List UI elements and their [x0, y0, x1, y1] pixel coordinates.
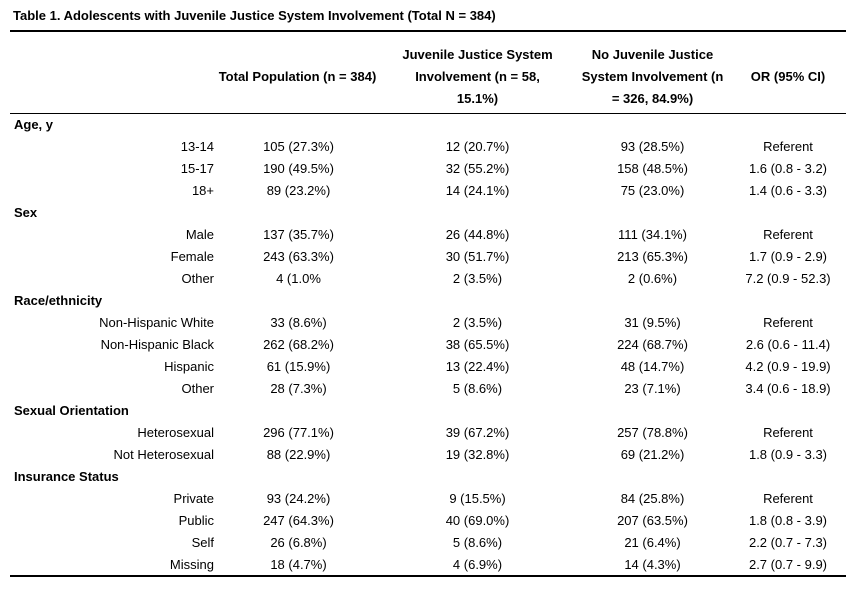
cell-no-jj-involvement: 23 (7.1%): [624, 381, 681, 396]
header-odds-ratio: [738, 66, 838, 88]
header-jji-line: Involvement (n = 58,: [415, 69, 540, 84]
cell-jj-involvement: 9 (15.5%): [449, 491, 506, 506]
header-juvenile-justice-involvement: [395, 44, 560, 110]
table-row: [10, 378, 846, 400]
cell-odds-ratio: 7.2 (0.9 - 52.3): [745, 271, 831, 286]
cell-jj-involvement: 4 (6.9%): [452, 557, 503, 572]
cell-odds-ratio: Referent: [763, 227, 813, 242]
cell-odds-ratio: 2.7 (0.7 - 9.9): [748, 557, 828, 572]
cell-jj-involvement: 40 (69.0%): [445, 513, 510, 528]
cell-no-jj-involvement: 75 (23.0%): [620, 183, 685, 198]
table-row: [10, 268, 846, 290]
cell-total-population: 88 (22.9%): [266, 447, 331, 462]
table-row: [10, 312, 846, 334]
table-row: [10, 180, 846, 202]
row-label: Missing: [169, 557, 214, 572]
cell-odds-ratio: 3.4 (0.6 - 18.9): [745, 381, 831, 396]
cell-total-population: 4 (1.0%: [276, 271, 321, 286]
bottom-rule: [10, 575, 846, 577]
table-row: [10, 488, 846, 510]
header-nojj-line: No Juvenile Justice: [591, 47, 714, 62]
cell-no-jj-involvement: 213 (65.3%): [617, 249, 688, 264]
table-row: [10, 356, 846, 378]
cell-no-jj-involvement: 48 (14.7%): [620, 359, 685, 374]
section-header: Race/ethnicity: [14, 293, 103, 308]
row-label: Self: [191, 535, 214, 550]
cell-total-population: 243 (63.3%): [263, 249, 334, 264]
row-label: Non-Hispanic White: [99, 315, 214, 330]
top-rule: [10, 30, 846, 32]
header-jji-line: 15.1%): [456, 91, 499, 106]
cell-jj-involvement: 26 (44.8%): [445, 227, 510, 242]
cell-total-population: 247 (64.3%): [263, 513, 334, 528]
cell-jj-involvement: 19 (32.8%): [445, 447, 510, 462]
cell-no-jj-involvement: 31 (9.5%): [624, 315, 681, 330]
cell-odds-ratio: 4.2 (0.9 - 19.9): [745, 359, 831, 374]
cell-odds-ratio: Referent: [763, 139, 813, 154]
header-nojj-line: System Involvement (n: [581, 69, 724, 84]
cell-jj-involvement: 5 (8.6%): [452, 535, 503, 550]
cell-odds-ratio: Referent: [763, 425, 813, 440]
header-nojj-line: = 326, 84.9%): [611, 91, 694, 106]
cell-jj-involvement: 5 (8.6%): [452, 381, 503, 396]
section-header: Sex: [14, 205, 38, 220]
cell-no-jj-involvement: 21 (6.4%): [624, 535, 681, 550]
table-row: [10, 532, 846, 554]
row-label: Male: [185, 227, 214, 242]
cell-total-population: 93 (24.2%): [266, 491, 331, 506]
row-label: 15-17: [180, 161, 214, 176]
table-row: [10, 136, 846, 158]
section-header: Sexual Orientation: [14, 403, 129, 418]
table-row: [10, 422, 846, 444]
table-row: [10, 334, 846, 356]
row-label: 13-14: [180, 139, 214, 154]
row-label: Heterosexual: [137, 425, 214, 440]
cell-no-jj-involvement: 257 (78.8%): [617, 425, 688, 440]
cell-odds-ratio: 1.8 (0.8 - 3.9): [748, 513, 828, 528]
cell-no-jj-involvement: 93 (28.5%): [620, 139, 685, 154]
cell-odds-ratio: 2.6 (0.6 - 11.4): [745, 337, 831, 352]
header-jji-line: Juvenile Justice System: [402, 47, 553, 62]
header-total-population: [205, 66, 390, 88]
cell-no-jj-involvement: 84 (25.8%): [620, 491, 685, 506]
cell-no-jj-involvement: 207 (63.5%): [617, 513, 688, 528]
cell-jj-involvement: 12 (20.7%): [445, 139, 510, 154]
header-no-juvenile-justice-involvement: [570, 44, 735, 110]
row-label: Public: [178, 513, 214, 528]
table-row: [10, 444, 846, 466]
cell-odds-ratio: 1.6 (0.8 - 3.2): [748, 161, 828, 176]
cell-jj-involvement: 2 (3.5%): [452, 271, 503, 286]
cell-total-population: 61 (15.9%): [266, 359, 331, 374]
header-or-text: OR (95% CI): [750, 69, 826, 84]
row-label: Private: [173, 491, 214, 506]
cell-odds-ratio: Referent: [763, 491, 813, 506]
cell-odds-ratio: Referent: [763, 315, 813, 330]
cell-total-population: 33 (8.6%): [270, 315, 327, 330]
header-rule: [10, 113, 846, 114]
cell-jj-involvement: 13 (22.4%): [445, 359, 510, 374]
row-label: Non-Hispanic Black: [100, 337, 214, 352]
cell-odds-ratio: 1.7 (0.9 - 2.9): [748, 249, 828, 264]
cell-total-population: 262 (68.2%): [263, 337, 334, 352]
cell-total-population: 18 (4.7%): [270, 557, 327, 572]
cell-jj-involvement: 30 (51.7%): [445, 249, 510, 264]
header-total-text: Total Population (n = 384): [218, 69, 377, 84]
cell-no-jj-involvement: 2 (0.6%): [627, 271, 678, 286]
cell-odds-ratio: 1.4 (0.6 - 3.3): [748, 183, 828, 198]
cell-total-population: 89 (23.2%): [266, 183, 331, 198]
cell-no-jj-involvement: 224 (68.7%): [617, 337, 688, 352]
cell-no-jj-involvement: 14 (4.3%): [624, 557, 681, 572]
cell-jj-involvement: 14 (24.1%): [445, 183, 510, 198]
cell-jj-involvement: 32 (55.2%): [445, 161, 510, 176]
table-row: [10, 510, 846, 532]
cell-total-population: 296 (77.1%): [263, 425, 334, 440]
cell-no-jj-involvement: 111 (34.1%): [618, 227, 687, 242]
cell-no-jj-involvement: 158 (48.5%): [617, 161, 688, 176]
cell-total-population: 28 (7.3%): [270, 381, 327, 396]
table-title: Table 1. Adolescents with Juvenile Justice System Involvement (Total N = 384): [13, 8, 496, 23]
row-label: Hispanic: [164, 359, 214, 374]
table-row: [10, 246, 846, 268]
cell-total-population: 26 (6.8%): [270, 535, 327, 550]
table-row: [10, 158, 846, 180]
cell-no-jj-involvement: 69 (21.2%): [620, 447, 685, 462]
section-header: Insurance Status: [14, 469, 119, 484]
row-label: Other: [181, 381, 214, 396]
cell-odds-ratio: 1.8 (0.9 - 3.3): [748, 447, 828, 462]
row-label: Female: [170, 249, 214, 264]
row-label: Not Heterosexual: [113, 447, 214, 462]
section-header: Age, y: [14, 117, 54, 132]
cell-total-population: 137 (35.7%): [263, 227, 334, 242]
row-label: 18+: [191, 183, 214, 198]
table-row: [10, 224, 846, 246]
cell-odds-ratio: 2.2 (0.7 - 7.3): [748, 535, 828, 550]
cell-jj-involvement: 2 (3.5%): [452, 315, 503, 330]
cell-total-population: 105 (27.3%): [263, 139, 334, 154]
cell-jj-involvement: 39 (67.2%): [445, 425, 510, 440]
cell-jj-involvement: 38 (65.5%): [445, 337, 510, 352]
cell-total-population: 190 (49.5%): [263, 161, 334, 176]
table-row: [10, 554, 846, 576]
row-label: Other: [181, 271, 214, 286]
